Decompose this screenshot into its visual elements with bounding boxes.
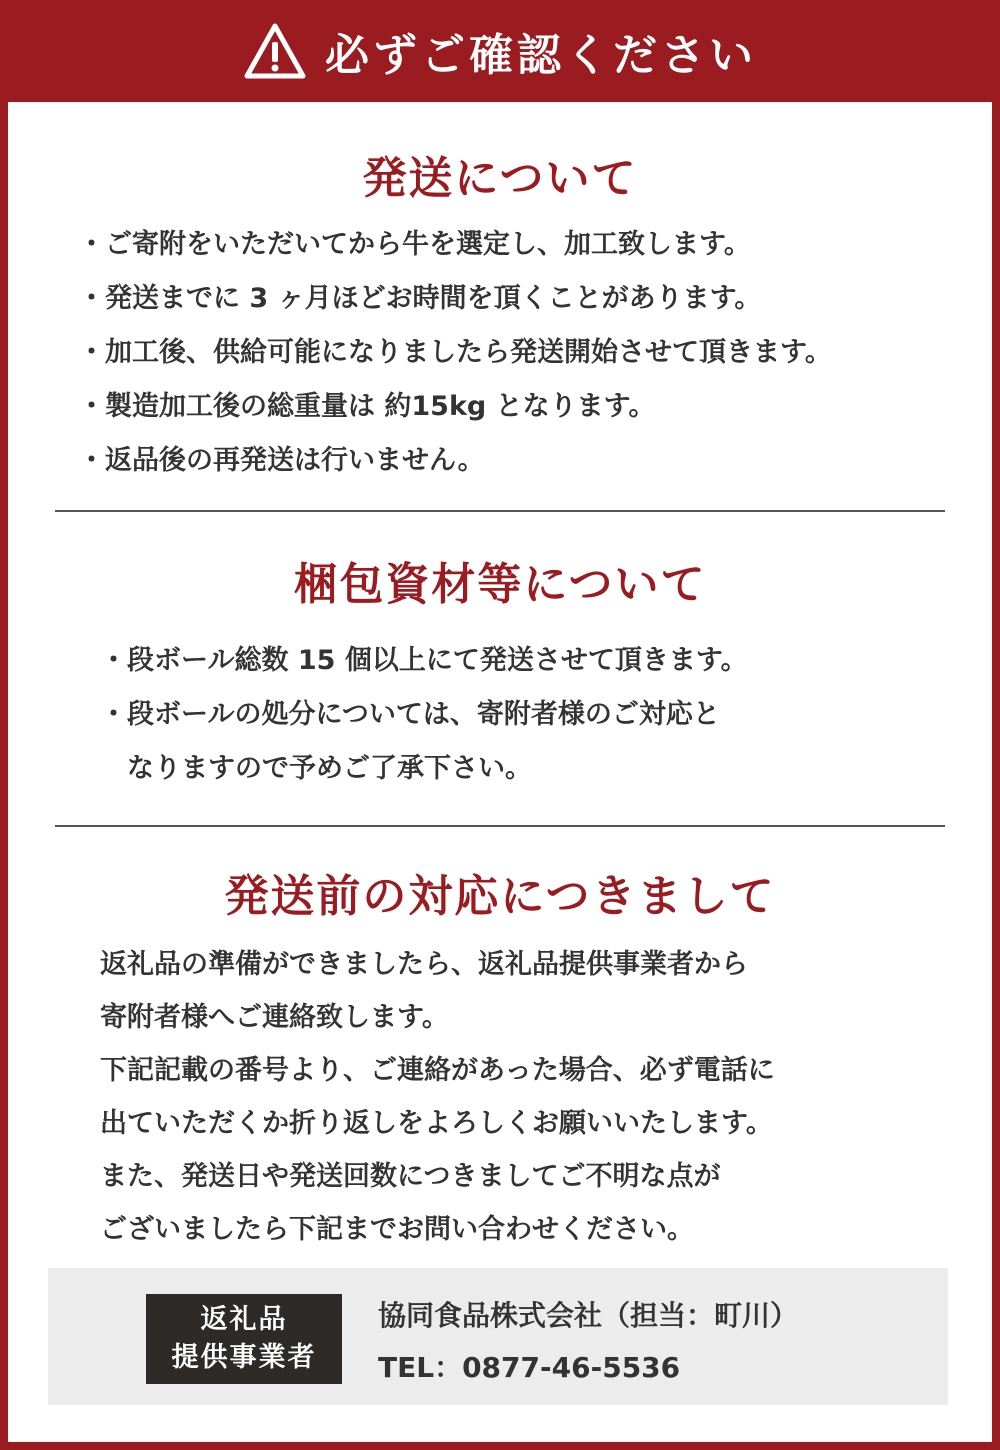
packaging-item: ・段ボールの処分については、寄附者様のご対応と	[100, 699, 720, 730]
notice-panel	[8, 102, 992, 1442]
packaging-title: 梱包資材等について	[293, 559, 707, 610]
divider	[55, 825, 945, 827]
shipping-item: ・製造加工後の総重量は 約15kg となります。	[78, 391, 656, 422]
shipping-item: ・加工後、供給可能になりましたら発送開始させて頂きます。	[78, 337, 832, 368]
contact-box	[48, 1268, 948, 1405]
company-name: 協同食品株式会社（担当：町川）	[378, 1299, 799, 1332]
shipping-item: ・発送までに 3 ヶ月ほどお時間を頂くことがあります。	[78, 283, 762, 314]
header-title: 必ずご確認ください	[325, 30, 757, 81]
warning-icon	[243, 22, 307, 80]
preshipping-line: 返礼品の準備ができましたら、返礼品提供事業者から	[100, 949, 748, 980]
shipping-item: ・返品後の再発送は行いません。	[78, 445, 485, 476]
preshipping-line: ございましたら下記までお問い合わせください。	[100, 1214, 694, 1245]
phone-number: TEL：0877-46-5536	[378, 1351, 681, 1384]
provider-label-line1: 返礼品	[200, 1304, 288, 1335]
preshipping-line: 下記記載の番号より、ご連絡があった場合、必ず電話に	[100, 1055, 775, 1086]
header-banner	[0, 0, 1000, 102]
preshipping-title: 発送前の対応につきまして	[224, 871, 776, 922]
preshipping-line: また、発送日や発送回数につきましてご不明な点が	[100, 1161, 721, 1192]
shipping-title: 発送について	[362, 153, 638, 204]
provider-label	[146, 1294, 342, 1384]
provider-label-line2: 提供事業者	[171, 1342, 317, 1373]
preshipping-line: 寄附者様へご連絡致します。	[100, 1002, 449, 1033]
packaging-item: ・段ボール総数 15 個以上にて発送させて頂きます。	[100, 645, 748, 676]
packaging-item: なりますので予めご了承下さい。	[100, 753, 532, 784]
preshipping-line: 出ていただくか折り返しをよろしくお願いいたします。	[100, 1108, 773, 1139]
divider	[55, 510, 945, 512]
shipping-item: ・ご寄附をいただいてから牛を選定し、加工致します。	[78, 229, 751, 260]
